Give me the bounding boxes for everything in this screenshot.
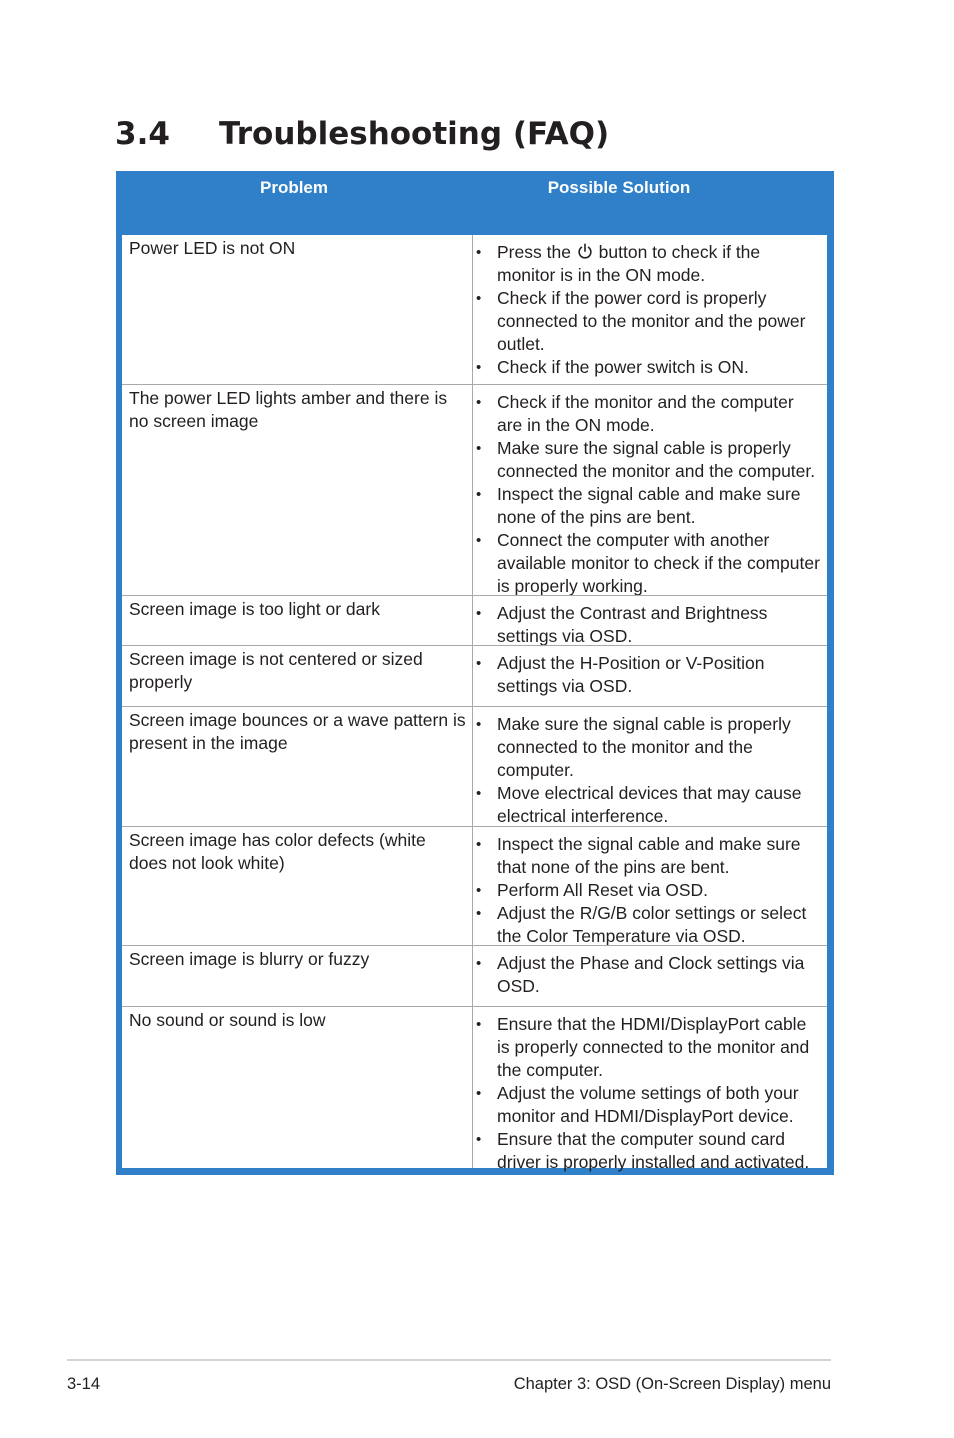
bullet-icon: •	[476, 532, 482, 549]
solution-item	[473, 391, 823, 437]
solution-item	[473, 713, 823, 782]
section-number: 3.4	[115, 116, 170, 152]
solution-cell	[473, 827, 827, 945]
problem-cell: Screen image has color defects (white does not look white)	[122, 827, 473, 945]
solution-text: Move electrical devices that may cause electrical interference.	[497, 783, 802, 826]
solution-text: Press the	[497, 242, 576, 262]
footer-divider	[67, 1359, 831, 1361]
solution-text: Perform All Reset via OSD.	[497, 880, 709, 900]
table-row	[122, 595, 827, 645]
solution-item	[473, 241, 823, 287]
solution-item	[473, 1128, 823, 1174]
solution-item	[473, 483, 823, 529]
solution-item	[473, 833, 823, 879]
bullet-icon: •	[476, 655, 482, 672]
table-row	[122, 945, 827, 1006]
table-header	[116, 171, 834, 231]
table-row	[122, 826, 827, 945]
column-header-problem: Problem	[259, 178, 329, 197]
solution-text: Ensure that the computer sound card driver is properly installed and activated.	[497, 1129, 810, 1172]
problem-cell: Power LED is not ON	[122, 235, 473, 384]
faq-table	[116, 171, 834, 1175]
solution-text-continued: button to check if the monitor is in the ON mode.	[497, 242, 761, 285]
problem-cell: Screen image is too light or dark	[122, 596, 473, 645]
table-row	[122, 706, 827, 826]
table-row	[122, 235, 827, 384]
problem-cell: No sound or sound is low	[122, 1007, 473, 1168]
solution-cell	[473, 235, 827, 384]
solution-cell	[473, 646, 827, 706]
solution-text: Adjust the H-Position or V-Position settings via OSD.	[497, 653, 765, 696]
page-number: 3-14	[67, 1375, 101, 1393]
solution-item	[473, 1082, 823, 1128]
table-row	[122, 384, 827, 595]
solution-item	[473, 437, 823, 483]
page-title	[115, 112, 609, 156]
problem-cell: Screen image is not centered or sized properly	[122, 646, 473, 706]
problem-cell: The power LED lights amber and there is no screen image	[122, 385, 473, 595]
bullet-icon: •	[476, 1016, 482, 1033]
bullet-icon: •	[476, 1085, 482, 1102]
section-title: Troubleshooting (FAQ)	[219, 116, 610, 152]
chapter-label: Chapter 3: OSD (On-Screen Display) menu	[513, 1375, 831, 1393]
table-body	[122, 235, 827, 1172]
solution-item	[473, 652, 823, 698]
bullet-icon: •	[476, 440, 482, 457]
solution-cell	[473, 946, 827, 1006]
bullet-icon: •	[476, 905, 482, 922]
solution-text: Make sure the signal cable is properly connected the monitor and the computer.	[497, 438, 816, 481]
table-row	[122, 645, 827, 706]
bullet-icon: •	[476, 290, 482, 307]
problem-cell: Screen image bounces or a wave pattern is present in the image	[122, 707, 473, 826]
solution-text: Inspect the signal cable and make sure none of the pins are bent.	[497, 484, 801, 527]
solution-cell	[473, 385, 827, 595]
solution-cell	[473, 707, 827, 826]
solution-text: Connect the computer with another available monitor to check if the computer is properly working.	[497, 530, 820, 596]
table-row	[122, 1006, 827, 1172]
solution-item	[473, 1013, 823, 1082]
solution-item	[473, 602, 823, 648]
solution-text: Ensure that the HDMI/DisplayPort cable is properly connected to the monitor and the computer.	[497, 1014, 810, 1080]
bullet-icon: •	[476, 882, 482, 899]
solution-text: Adjust the volume settings of both your monitor and HDMI/DisplayPort device.	[497, 1083, 799, 1126]
solution-cell	[473, 1007, 827, 1172]
bullet-icon: •	[476, 394, 482, 411]
solution-text: Adjust the Contrast and Brightness settings via OSD.	[497, 603, 768, 646]
solution-text: Inspect the signal cable and make sure that none of the pins are bent.	[497, 834, 801, 877]
bullet-icon: •	[476, 486, 482, 503]
solution-item	[473, 287, 823, 356]
bullet-icon: •	[476, 359, 482, 376]
bullet-icon: •	[476, 1131, 482, 1148]
solution-text: Adjust the R/G/B color settings or select the Color Temperature via OSD.	[497, 903, 807, 946]
solution-cell	[473, 596, 827, 645]
bullet-icon: •	[476, 244, 482, 261]
solution-text: Check if the monitor and the computer are in the ON mode.	[497, 392, 794, 435]
column-header-solution: Possible Solution	[547, 178, 691, 197]
solution-item	[473, 782, 823, 828]
solution-item	[473, 952, 823, 998]
solution-item	[473, 902, 823, 948]
solution-text: Adjust the Phase and Clock settings via OSD.	[497, 953, 805, 996]
solution-item	[473, 356, 823, 379]
bullet-icon: •	[476, 716, 482, 733]
solution-item	[473, 529, 823, 598]
bullet-icon: •	[476, 785, 482, 802]
solution-text: Check if the power switch is ON.	[497, 357, 749, 377]
bullet-icon: •	[476, 836, 482, 853]
power-icon	[576, 243, 594, 260]
solution-item	[473, 879, 823, 902]
solution-text: Make sure the signal cable is properly connected to the monitor and the computer.	[497, 714, 791, 780]
solution-text: Check if the power cord is properly connected to the monitor and the power outlet.	[497, 288, 806, 354]
bullet-icon: •	[476, 955, 482, 972]
problem-cell: Screen image is blurry or fuzzy	[122, 946, 473, 1006]
bullet-icon: •	[476, 605, 482, 622]
